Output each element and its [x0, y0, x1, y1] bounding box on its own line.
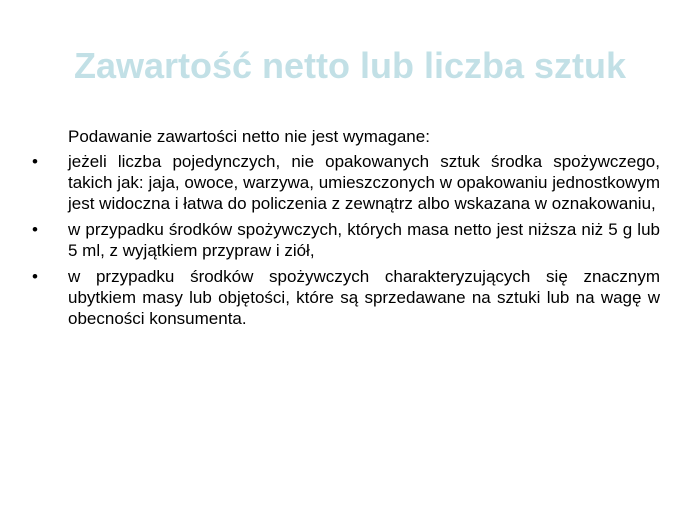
- bullet-text: w przypadku środków spożywczych charakteryzujących się znacznym ubytkiem masy lub objętości, które są sprzedawane na sztuki lub na wagę w obecności konsumenta.: [68, 267, 660, 328]
- slide-title: Zawartość netto lub liczba sztuk: [73, 45, 627, 86]
- bullet-marker: •: [32, 220, 38, 239]
- bullet-marker: •: [32, 267, 38, 286]
- bullet-list: [28, 151, 660, 329]
- slide-body: [28, 126, 660, 334]
- bullet-text: w przypadku środków spożywczych, których masa netto jest niższa niż 5 g lub 5 ml, z wyjątkiem przypraw i ziół,: [68, 220, 660, 260]
- list-item: [28, 266, 660, 329]
- intro-text: Podawanie zawartości netto nie jest wymagane:: [68, 127, 430, 146]
- bullet-marker: •: [32, 152, 38, 171]
- bullet-text: jeżeli liczba pojedynczych, nie opakowanych sztuk środka spożywczego, takich jak: jaja, owoce, warzywa, umieszczonych w opakowaniu jednostkowym jest widoczna i łatwa do policzenia z zewnątrz albo wskazana w oznakowaniu,: [68, 152, 660, 213]
- list-item: [28, 219, 660, 261]
- list-item: [28, 151, 660, 214]
